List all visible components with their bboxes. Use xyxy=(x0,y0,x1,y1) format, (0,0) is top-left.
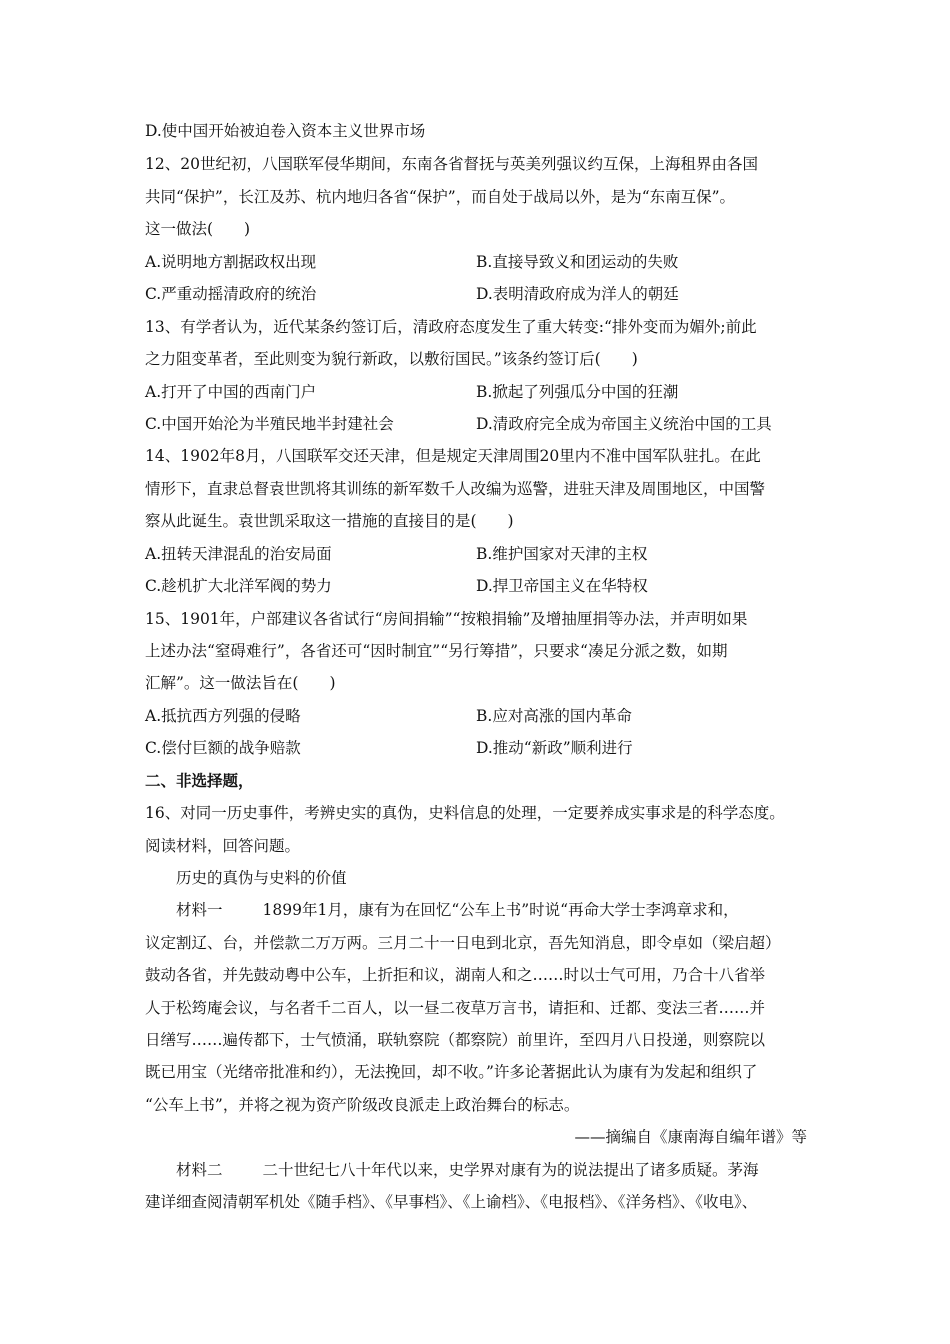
q13-option-c: C.中国开始沦为半殖民地半封建社会 xyxy=(145,415,394,433)
q12-option-c: C.严重动摇清政府的统治 xyxy=(145,285,317,303)
material-2-text-start: 二十世纪七八十年代以来，史学界对康有为的说法提出了诸多质疑。茅海 xyxy=(262,1161,759,1179)
q13-option-d: D.清政府完全成为帝国主义统治中国的工具 xyxy=(476,415,772,433)
q13-stem-line-2: 之力阻变革者，至此则变为貌行新政，以敷衍国民。”该条约签订后( ) xyxy=(145,350,638,368)
material-1-line-7: “公车上书”，并将之视为资产阶级改良派走上政治舞台的标志。 xyxy=(145,1096,580,1114)
material-2-line-2: 建详细查阅清朝军机处《随手档》、《早事档》、《上谕档》、《电报档》、《洋务档》、《收电》、 xyxy=(145,1193,758,1211)
material-1-line-3: 鼓动各省，并先鼓动粤中公车，上折拒和议，湖南人和之……时以士气可用，乃合十八省举 xyxy=(145,966,766,984)
q15-option-a: A.抵抗西方列强的侵略 xyxy=(145,707,301,725)
section-heading: 二、非选择题， xyxy=(145,771,254,790)
q15-option-d: D.推动“新政”顺利进行 xyxy=(476,739,633,757)
q14-stem-line-3: 察从此诞生。袁世凯采取这一措施的直接目的是( ) xyxy=(145,512,514,530)
q14-option-d: D.捍卫帝国主义在华特权 xyxy=(476,577,648,595)
q14-stem-line-1: 14、1902年8月，八国联军交还天津，但是规定天津周围20里内不准中国军队驻扎。在此 xyxy=(145,447,761,465)
q15-option-c: C.偿付巨额的战争赔款 xyxy=(145,739,301,757)
q12-option-d: D.表明清政府成为洋人的朝廷 xyxy=(476,285,679,303)
material-1-paragraph-first-line xyxy=(176,900,739,920)
material-1-line-5: 日缮写……遍传都下，士气愤涌，联轨察院（都察院）前里许，至四月八日投递，则察院以 xyxy=(145,1031,766,1049)
q12-option-a: A.说明地方割据政权出现 xyxy=(145,253,317,271)
q13-option-b: B.掀起了列强瓜分中国的狂潮 xyxy=(476,383,679,401)
material-1-source: ——摘编自《康南海自编年谱》等 xyxy=(574,1128,807,1146)
q15-option-b: B.应对高涨的国内革命 xyxy=(476,707,632,725)
q12-stem-line-1: 12、20世纪初，八国联军侵华期间，东南各省督抚与英美列强议约互保，上海租界由各国 xyxy=(145,155,758,173)
q15-stem-line-1: 15、1901年，户部建议各省试行“房间捐输”“按粮捐输”及增抽厘捐等办法，并声明如果 xyxy=(145,610,748,628)
q12-option-b: B.直接导致义和团运动的失败 xyxy=(476,253,679,271)
q14-stem-line-2: 情形下，直隶总督袁世凯将其训练的新军数千人改编为巡警，进驻天津及周围地区，中国警 xyxy=(145,480,766,498)
material-topic-title: 历史的真伪与史料的价值 xyxy=(176,869,347,887)
q16-stem-line-2: 阅读材料，回答问题。 xyxy=(145,837,301,855)
material-1-label: 材料一 xyxy=(176,901,223,919)
material-2-label: 材料二 xyxy=(176,1161,223,1179)
q13-option-a: A.打开了中国的西南门户 xyxy=(145,383,317,401)
q12-stem-line-2: 共同“保护”，长江及苏、杭内地归各省“保护”，而自处于战局以外，是为“东南互保”。 xyxy=(145,188,736,206)
q12-stem-line-3: 这一做法( ) xyxy=(145,220,251,238)
material-1-line-4: 人于松筠庵会议，与名者千二百人，以一昼二夜草万言书，请拒和、迁都、变法三者……并 xyxy=(145,999,766,1017)
material-1-line-2: 议定割辽、台，并偿款二万万两。三月二十一日电到北京，吾先知消息，即令卓如（梁启超） xyxy=(145,934,781,952)
q15-stem-line-2: 上述办法“窒碍难行”，各省还可“因时制宜”“另行筹措”，只要求“凑足分派之数，如期 xyxy=(145,642,728,660)
q14-option-c: C.趁机扩大北洋军阀的势力 xyxy=(145,577,332,595)
material-1-line-6: 既已用宝（光绪帝批准和约），无法挽回，却不收。”许多论著据此认为康有为发起和组织了 xyxy=(145,1063,758,1081)
q11-option-d: D.使中国开始被迫卷入资本主义世界市场 xyxy=(145,122,426,140)
q14-option-a: A.扭转天津混乱的治安局面 xyxy=(145,545,332,563)
q15-stem-line-3: 汇解”。这一做法旨在( ) xyxy=(145,674,336,692)
material-1-text-start: 1899年1月，康有为在回忆“公车上书”时说“再命大学士李鸿章求和， xyxy=(262,901,739,919)
q14-option-b: B.维护国家对天津的主权 xyxy=(476,545,648,563)
material-2-paragraph-first-line xyxy=(176,1160,759,1180)
q16-stem-line-1: 16、对同一历史事件，考辨史实的真伪，史料信息的处理，一定要养成实事求是的科学态度。 xyxy=(145,804,785,822)
q13-stem-line-1: 13、有学者认为，近代某条约签订后，清政府态度发生了重大转变:“排外变而为媚外;前此 xyxy=(145,318,757,336)
